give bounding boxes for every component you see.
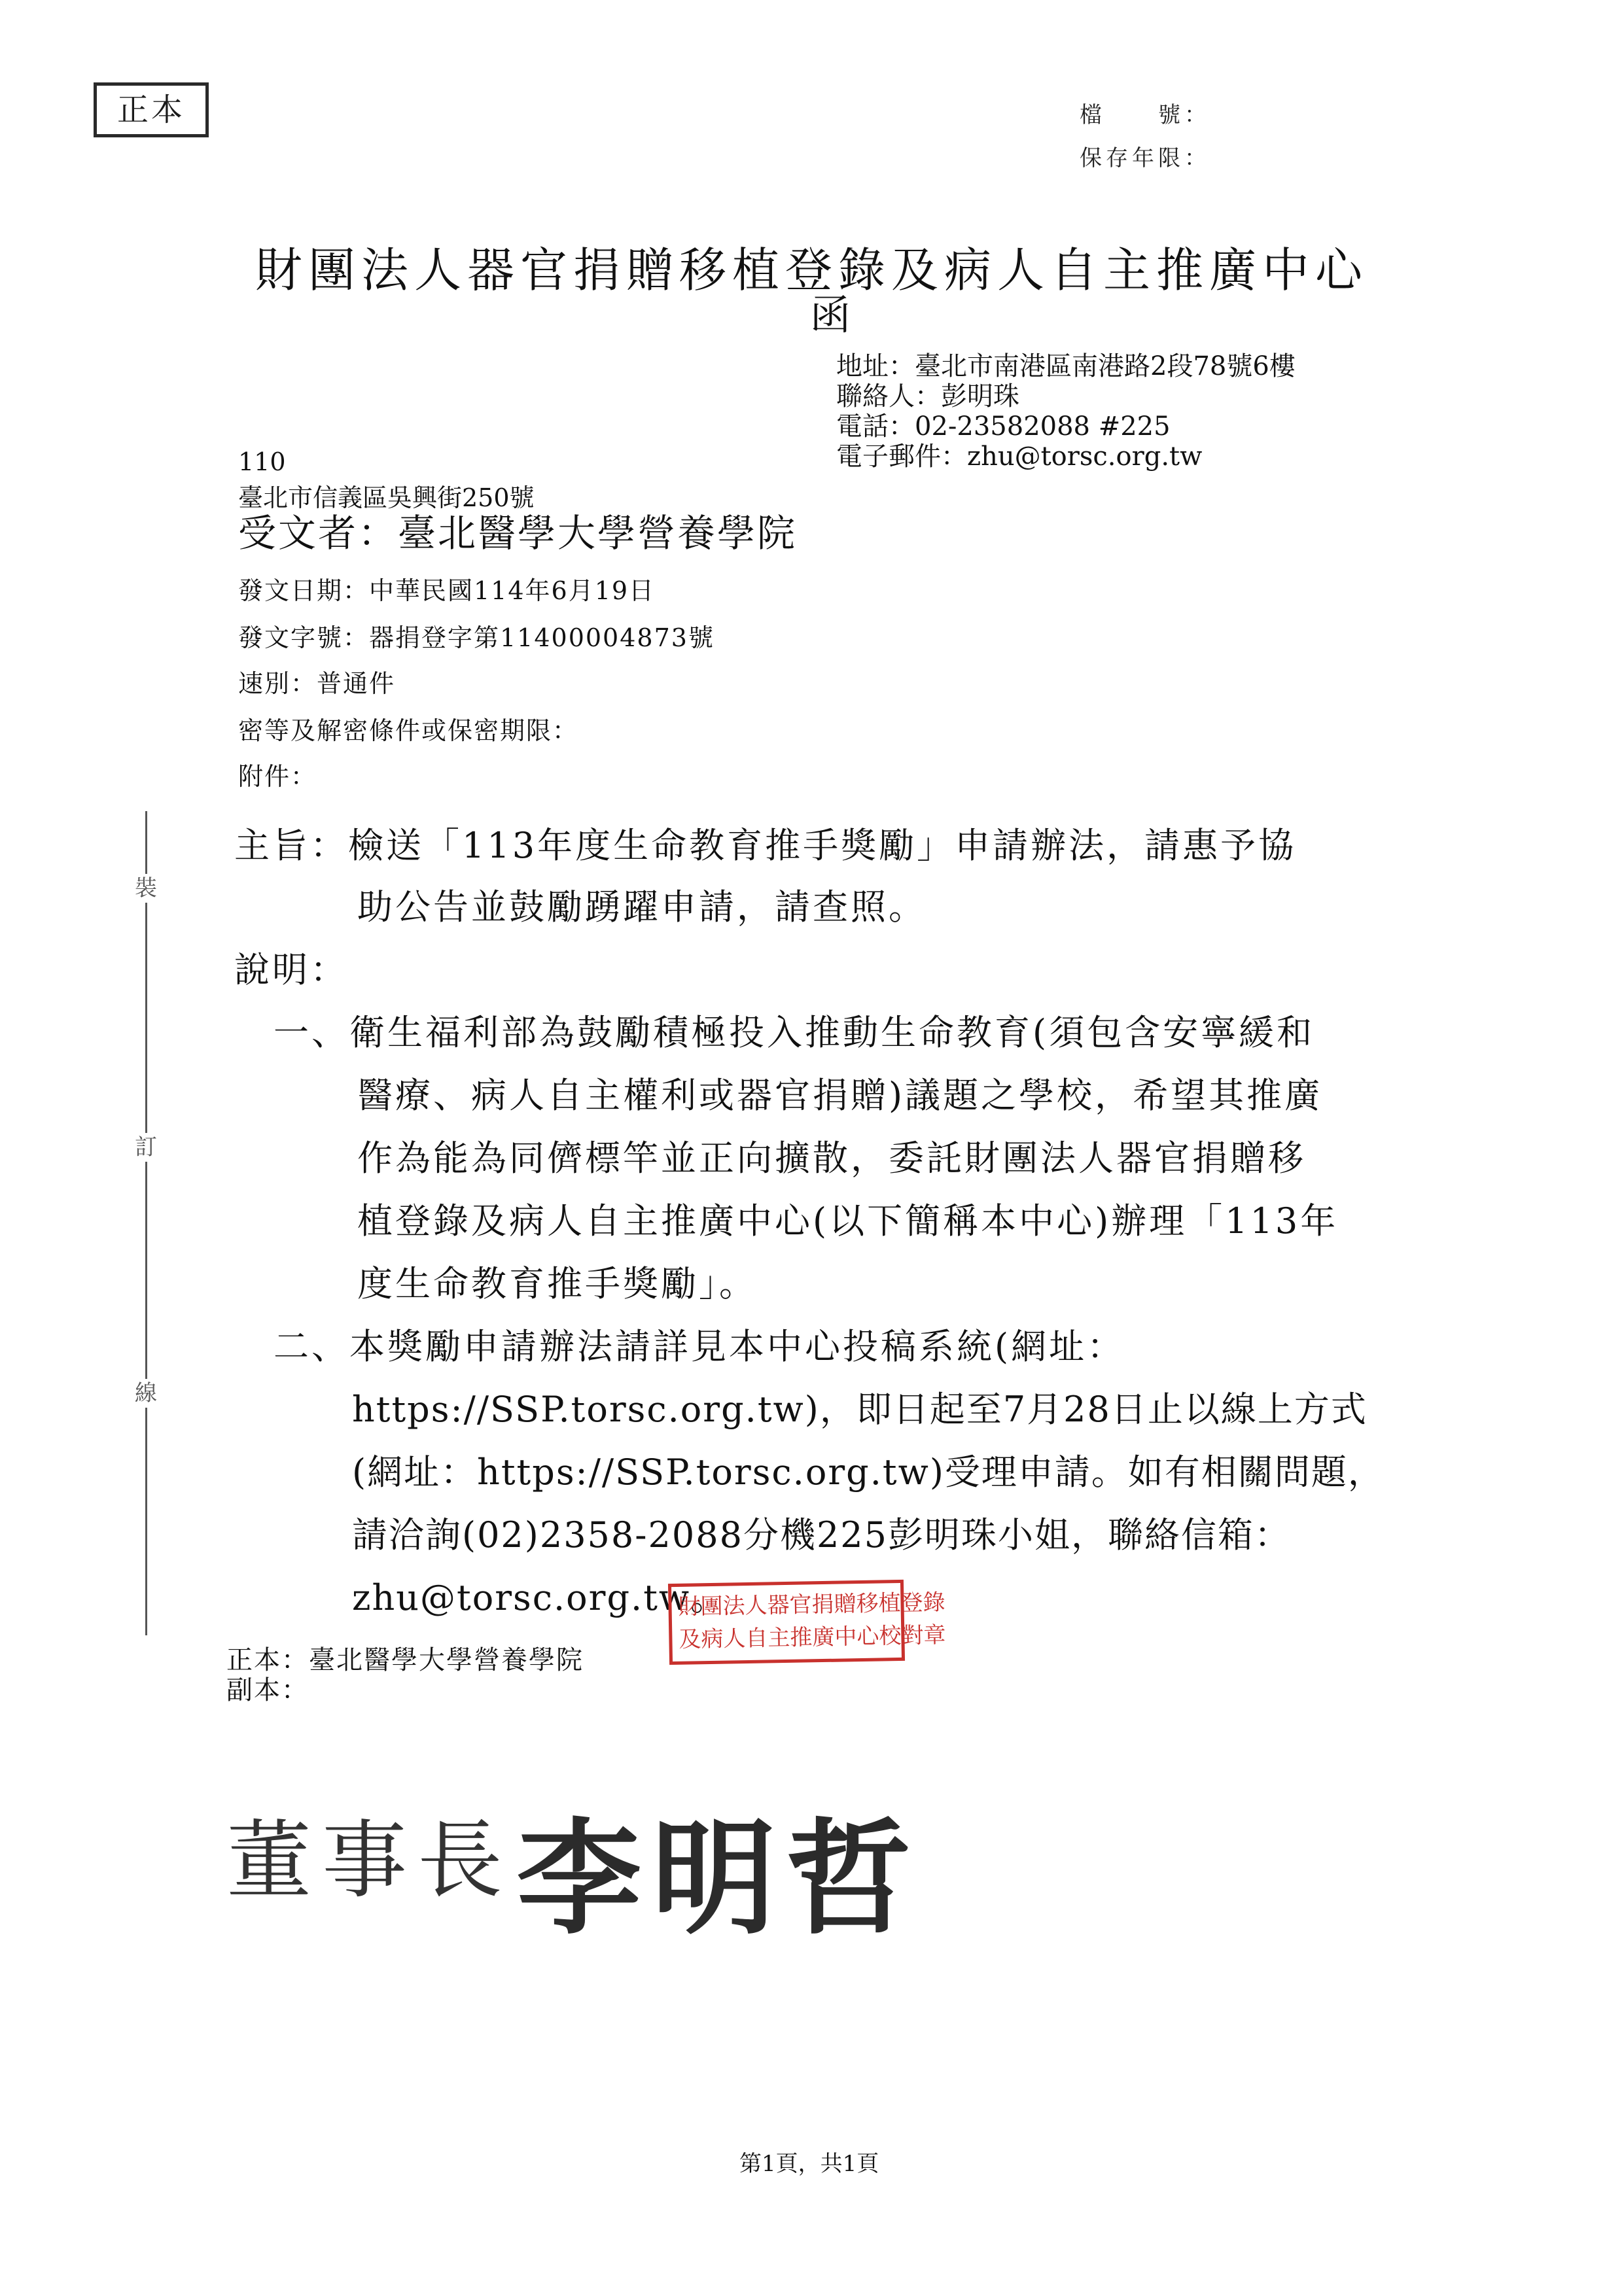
original-recipient: 正本：臺北醫學大學營養學院 [226,1645,584,1675]
explanation-item-2-line-3: (網址：https://SSP.torsc.org.tw)受理申請。如有相關問題， [352,1452,1385,1493]
confidentiality-level: 密等及解密條件或保密期限： [238,716,579,745]
seal-text-line-1: 財團法人器官捐贈移植登錄 [678,1589,945,1620]
explanation-item-2-line-2: https://SSP.torsc.org.tw)，即日起至7月28日止以線上方式 [352,1389,1368,1430]
binding-mark-staple: 訂 [135,1134,157,1160]
subject-line-1: 主旨：檢送「113年度生命教育推手獎勵」申請辦法，請惠予協 [234,825,1297,866]
sender-email: 電子郵件：zhu@torsc.org.tw [836,442,1203,472]
binding-mark-bind: 裝 [135,875,157,901]
explanation-heading: 說明： [234,949,348,990]
document-type: 函 [810,291,851,339]
binding-mark-line: 線 [135,1380,157,1406]
explanation-item-1-line-1: 一、衛生福利部為鼓勵積極投入推動生命教育(須包含安寧緩和 [274,1012,1315,1053]
attachments: 附件： [238,762,317,791]
original-copy-stamp: 正本 [94,82,209,137]
page-number: 第1頁，共1頁 [739,2151,879,2177]
issue-number: 發文字號：器捐登字第11400004873號 [238,623,715,652]
explanation-item-2-line-4: 請洽詢(02)2358-2088分機225彭明珠小姐，聯絡信箱： [352,1514,1292,1556]
explanation-item-1-line-2: 醫療、病人自主權利或器官捐贈)議題之學校，希望其推廣 [357,1075,1323,1116]
binding-line [145,811,147,1635]
explanation-item-1-line-4: 植登錄及病人自主推廣中心(以下簡稱本中心)辦理「113年 [357,1200,1339,1242]
recipient: 受文者：臺北醫學大學營養學院 [238,511,798,555]
explanation-item-1-line-3: 作為能為同儕標竿並正向擴散，委託財團法人器官捐贈移 [357,1138,1306,1179]
organization-title: 財團法人器官捐贈移植登錄及病人自主推廣中心 [255,243,1369,298]
retention-period-label: 保存年限： [1080,145,1210,171]
seal-text-line-2: 及病人自主推廣中心校對章 [679,1622,946,1653]
issue-date: 發文日期：中華民國114年6月19日 [238,576,656,605]
explanation-item-1-line-5: 度生命教育推手獎勵」。 [357,1263,757,1304]
recipient-address: 臺北市信義區吳興街250號 [238,483,535,512]
proofreading-seal [668,1580,946,1665]
speed-category: 速別：普通件 [238,669,396,698]
sender-contact-person: 聯絡人：彭明珠 [836,381,1019,411]
signatory-name: 李明哲 [517,1807,922,1951]
carbon-copy: 副本： [226,1675,309,1705]
postal-code: 110 [238,447,286,476]
explanation-item-2-line-5: zhu@torsc.org.tw。 [352,1577,728,1618]
signatory-title: 董事長 [226,1811,514,1910]
file-number-label: 檔 號： [1080,102,1210,128]
subject-line-2: 助公告並鼓勵踴躍申請，請查照。 [357,886,927,928]
sender-phone: 電話：02-23582088 #225 [836,411,1171,442]
sender-address: 地址：臺北市南港區南港路2段78號6樓 [836,351,1296,381]
explanation-item-2-line-1: 二、本獎勵申請辦法請詳見本中心投稿系統(網址： [274,1326,1125,1367]
